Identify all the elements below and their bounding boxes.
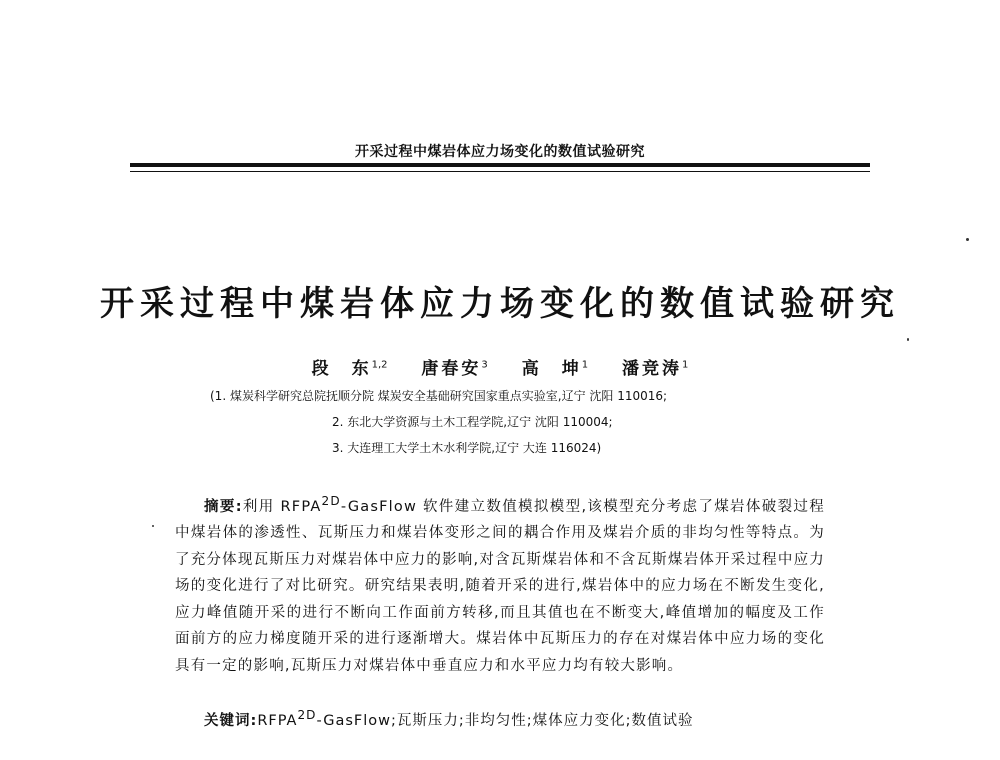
- keywords-text: -GasFlow;瓦斯压力;非均匀性;煤体应力变化;数值试验: [316, 712, 694, 729]
- keywords-text: RFPA: [257, 712, 298, 729]
- author: 段 东$^{1,2}$: [311, 359, 388, 379]
- paper-title: 开采过程中煤岩体应力场变化的数值试验研究: [100, 284, 900, 324]
- abstract-label: 摘要:: [204, 498, 243, 515]
- affiliation: 3. 大连理工大学土木水利学院,辽宁 大连 116024): [332, 441, 602, 455]
- header-rule-thin: [130, 171, 870, 172]
- affiliation: 2. 东北大学资源与土木工程学院,辽宁 沈阳 110004;: [332, 415, 613, 429]
- affiliation: (1. 煤炭科学研究总院抚顺分院 煤炭安全基础研究国家重点实验室,辽宁 沈阳 110016;: [210, 389, 668, 403]
- abstract-text: -GasFlow 软件建立数值模拟模型,该模型充分考虑了煤岩体破裂过程中煤岩体的渗透性、瓦斯压力和煤岩体变形之间的耦合作用及煤岩介质的非均匀性等特点。为了充分体现瓦斯压力对煤岩体中应力的影响,对含瓦斯煤岩体和不含瓦斯煤岩体开采过程中应力场的变化进行了对比研究。研究结果表明,随着开采的进行,煤岩体中的应力场在不断发生变化,应力峰值随开采的进行不断向工作面前方转移,而且其值也在不断变大,峰值增加的幅度及工作面前方的应力梯度随开采的进行逐渐增大。煤岩体中瓦斯压力的存在对煤岩体中应力场的变化具有一定的影响,瓦斯压力对煤岩体中垂直应力和水平应力均有较大影响。: [175, 498, 825, 674]
- author: 潘竞涛$^1$: [622, 359, 689, 379]
- scan-speck: [152, 525, 154, 527]
- keywords: [204, 708, 694, 730]
- abstract-text: 利用 RFPA: [242, 498, 322, 515]
- abstract: [175, 488, 825, 679]
- author-list: [100, 354, 900, 379]
- scan-speck: [966, 238, 969, 241]
- scan-speck: [907, 338, 909, 341]
- abstract-sup: 2D: [321, 494, 341, 508]
- author: 高 坤$^1$: [521, 359, 589, 379]
- keywords-sup: 2D: [297, 708, 317, 722]
- running-head: 开采过程中煤岩体应力场变化的数值试验研究: [355, 144, 645, 160]
- author: 唐春安$^3$: [421, 359, 488, 379]
- header-rule-thick: [130, 163, 870, 167]
- keywords-label: 关键词:: [204, 712, 258, 729]
